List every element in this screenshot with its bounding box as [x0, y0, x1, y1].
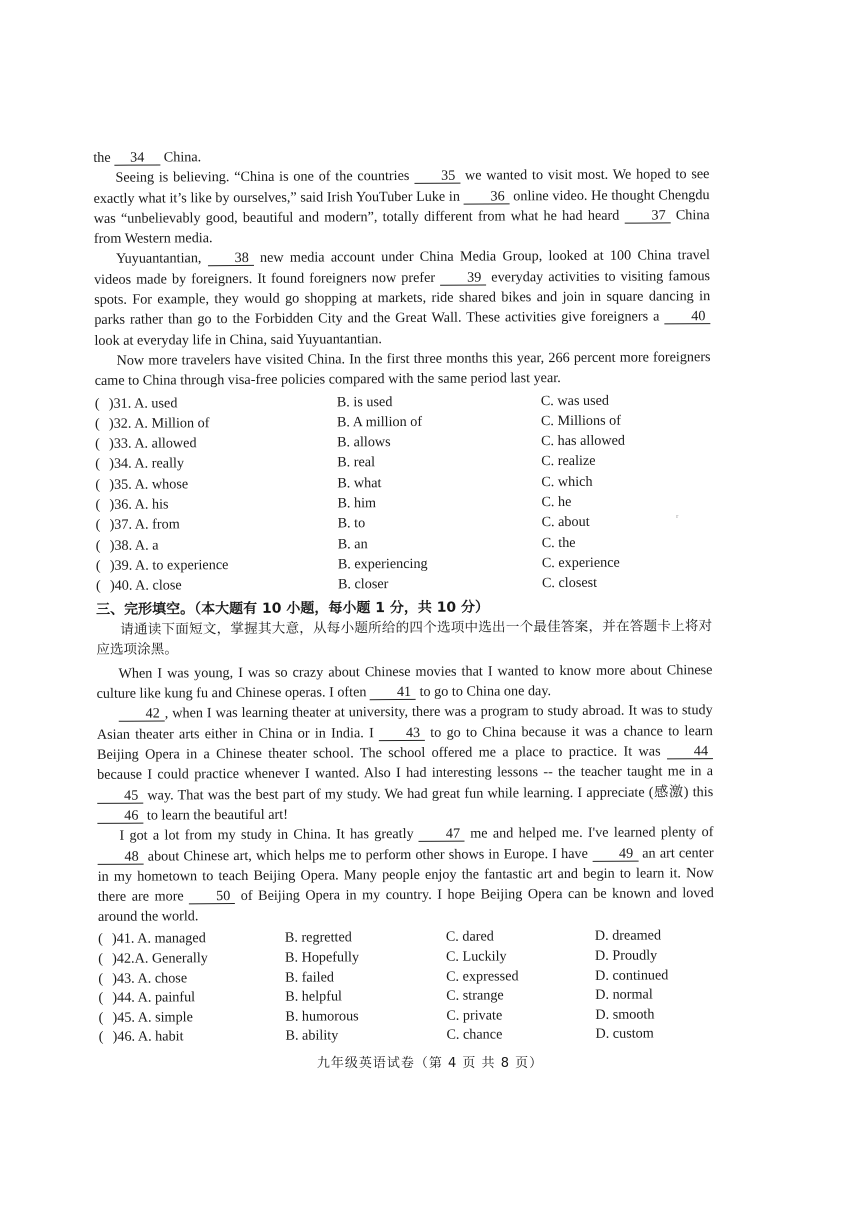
- option-b: B. is used: [336, 393, 393, 410]
- option-row-38: ( )38. A. a B. an C. the: [96, 532, 712, 556]
- answer-blank: 38: [208, 251, 254, 266]
- paragraph-text: of Beijing Opera in my country. I hope Beijing Opera can be known and loved around the world.: [97, 885, 714, 926]
- answer-blank: 44: [667, 744, 713, 759]
- option-c: C. expressed: [446, 967, 519, 985]
- passage1-paragraph-3: [94, 347, 710, 391]
- answer-blank: 49: [592, 846, 638, 861]
- option-d: D. smooth: [595, 1006, 655, 1023]
- option-c: C. about: [541, 514, 590, 531]
- paragraph-text: an art center in my hometown to teach Beijing Opera. Many people enjoy the fantastic art and begin to learn it. Now there are more: [97, 844, 714, 905]
- passage2-paragraph-2: [97, 701, 714, 827]
- paragraph-text: to go to China one day.: [415, 683, 552, 701]
- paragraph-text: new media account under China Media Group, looked at 100 China travel videos made by foreigners. It found foreigners now prefer: [94, 247, 710, 288]
- answer-blank: 36: [464, 189, 510, 204]
- line-end-text: China.: [163, 149, 202, 166]
- answer-blank: 37: [625, 208, 671, 223]
- option-row-40: ( )40. A. close B. closer C. closest: [96, 572, 712, 596]
- passage2-paragraph-3: [97, 822, 714, 927]
- paragraph-text: online video. He thought Chengdu was “unbelievably good, beautiful and modern”, totally different from what he had heard: [93, 186, 710, 227]
- line-start-text: the: [93, 149, 111, 166]
- option-d: D. custom: [595, 1025, 654, 1043]
- option-a: )32. A. Million of: [108, 415, 210, 432]
- paragraph-text: I got a lot from my study in China. It has greatly: [119, 826, 419, 844]
- option-d: D. dreamed: [594, 927, 662, 945]
- option-c: C. was used: [540, 392, 610, 409]
- answer-blank: 40: [664, 309, 710, 324]
- answer-blank: 48: [98, 849, 144, 864]
- paragraph-text: to go to China because it was a chance to learn Beijing Opera in a Chinese theater school. The school offered me a place to practice. It was: [96, 722, 713, 763]
- option-row-41: ( )41. A. managed B. regretted C. dared D. dreamed: [98, 926, 714, 949]
- answer-blank: 39: [440, 270, 486, 285]
- option-d: D. continued: [595, 966, 669, 984]
- paragraph-text: look at everyday life in China, said Yuyuantantian.: [94, 330, 382, 349]
- option-c: C. dared: [445, 928, 494, 946]
- option-b: B. helpful: [285, 988, 343, 1005]
- option-c: C. he: [541, 494, 572, 511]
- option-b: B. A million of: [336, 413, 423, 431]
- option-b: B. humorous: [285, 1008, 359, 1025]
- stray-mark: ʳ: [676, 512, 679, 524]
- answer-blank: 43: [379, 726, 425, 741]
- option-c: C. private: [446, 1007, 503, 1024]
- option-c: C. experience: [541, 554, 620, 572]
- paragraph-text: Seeing is believing. “China is one of the countries: [115, 168, 415, 187]
- option-b: B. to: [337, 515, 366, 532]
- section-instruction: 请通读下面短文，掌握其大意，从每小题所给的四个选项中选出一个最佳答案，并在答题卡上将对应选项涂黑。: [96, 617, 713, 659]
- option-a: )45. A. simple: [112, 1009, 193, 1026]
- paragraph-text: Now more travelers have visited China. In the first three months this year, 266 percent more foreigners came to China through visa-free policies compared with the same period last year.: [94, 349, 711, 390]
- options-41-46: [98, 926, 715, 1047]
- answer-blank: 46: [97, 809, 143, 824]
- option-d: D. Proudly: [594, 947, 658, 964]
- option-row-42: ( )42.A. Generally B. Hopefully C. Luckily D. Proudly: [98, 945, 714, 968]
- option-b: B. closer: [337, 576, 389, 593]
- passage1-paragraph-1: [93, 164, 709, 249]
- page-footer: 九年级英语试卷（第 4 页 共 8 页）: [316, 1056, 544, 1071]
- option-row-35: ( )35. A. whose B. what C. which: [95, 471, 711, 495]
- passage2-paragraph-1: [96, 660, 712, 704]
- paragraph-text: everyday activities to visiting famous spots. For example, they would go shopping at markets, ride shared bikes and join in square dancing in parks rather than go to the Forbidden City and the Great Wall. These activities give foreigners a: [94, 267, 711, 329]
- answer-blank: 34: [114, 150, 160, 165]
- paragraph-text: way. That was the best part of my study. We had great fun while learning. I appreciate (感激) this: [143, 783, 714, 804]
- paragraph-text: because I could practice whenever I wanted. Also I had interesting lessons -- the teacher taught me in a: [97, 763, 714, 784]
- option-a: )43. A. chose: [112, 969, 188, 987]
- option-a: )36. A. his: [109, 496, 169, 513]
- option-a: )41. A. managed: [111, 930, 206, 948]
- option-b: B. failed: [285, 968, 335, 986]
- answer-blank: 50: [189, 889, 235, 904]
- answer-blank: 45: [97, 788, 143, 803]
- paragraph-text: When I was young, I was so crazy about Chinese movies that I wanted to know more about Chinese culture like kung fu and Chinese operas. I often: [96, 661, 713, 703]
- option-c: C. which: [541, 473, 593, 490]
- paragraph-text: Yuyuantantian,: [115, 250, 208, 268]
- paragraph-text: about Chinese art, which helps me to perform other shows in Europe. I have: [143, 845, 593, 865]
- paragraph-text: we wanted to visit most. We hoped to see exactly what it’s like by ourselves,” said Irish YouTuber Luke in: [93, 166, 710, 207]
- option-a: )34. A. really: [109, 455, 185, 473]
- option-d: D. normal: [595, 986, 653, 1003]
- option-row-39: ( )39. A. to experience B. experiencing C. experience: [96, 552, 712, 576]
- option-c: C. chance: [446, 1026, 503, 1044]
- option-b: B. what: [337, 474, 382, 492]
- option-a: )31. A. used: [108, 394, 178, 412]
- option-c: C. realize: [541, 453, 596, 470]
- option-row-43: ( )43. A. chose B. failed C. expressed D. continued: [98, 965, 714, 988]
- option-row-33: ( )33. A. allowed B. allows C. has allowed: [95, 430, 711, 454]
- option-a: )40. A. close: [109, 577, 182, 595]
- option-row-34: ( )34. A. really B. real C. realize: [95, 451, 711, 475]
- option-row-45: ( )45. A. simple B. humorous C. private D. smooth: [99, 1004, 715, 1027]
- option-b: B. allows: [337, 434, 391, 451]
- option-c: C. Millions of: [540, 412, 621, 430]
- option-c: C. strange: [446, 987, 504, 1004]
- option-row-36: ( )36. A. his B. him C. he: [95, 491, 711, 515]
- option-b: B. Hopefully: [284, 949, 360, 966]
- option-c: C. Luckily: [445, 948, 507, 965]
- option-row-32: ( )32. A. Million of B. A million of C. Millions of: [95, 410, 711, 434]
- option-a: )37. A. from: [109, 516, 180, 534]
- exam-page: [93, 144, 714, 1047]
- paragraph-text: to learn the beautiful art!: [143, 806, 288, 824]
- option-c: C. the: [541, 534, 576, 551]
- option-row-31: ( )31. A. used B. is used C. was used: [95, 390, 711, 414]
- option-b: B. an: [337, 535, 368, 553]
- option-row-37: ( )37. A. from B. to C. about: [96, 511, 712, 535]
- section-heading: 三、完形填空。（本大题有 10 小题，每小题 1 分，共 10 分）: [96, 599, 490, 618]
- paragraph-text: me and helped me. I've learned plenty of: [464, 824, 714, 842]
- answer-blank: 35: [414, 169, 460, 184]
- option-b: B. real: [337, 454, 376, 471]
- option-b: B. regretted: [284, 929, 352, 947]
- option-a: )44. A. painful: [112, 989, 196, 1006]
- paragraph-text: , when I was learning theater at university, there was a program to study abroad. It was to study Asian theater arts either in China or in India. I: [96, 702, 713, 743]
- answer-blank: 42: [119, 707, 165, 722]
- option-c: C. closest: [541, 575, 598, 592]
- option-b: B. experiencing: [337, 555, 428, 573]
- option-b: B. him: [337, 495, 377, 512]
- option-a: )42.A. Generally: [112, 950, 208, 967]
- option-b: B. ability: [285, 1027, 339, 1045]
- option-c: C. has allowed: [541, 432, 626, 450]
- option-a: )33. A. allowed: [109, 435, 197, 452]
- option-row-46: ( )46. A. habit B. ability C. chance D. custom: [99, 1024, 715, 1047]
- option-a: )46. A. habit: [112, 1028, 184, 1046]
- option-a: )39. A. to experience: [109, 557, 229, 574]
- options-31-40: [95, 390, 712, 597]
- answer-blank: 41: [370, 685, 416, 700]
- answer-blank: 47: [419, 827, 465, 842]
- passage1-paragraph-2: [94, 246, 711, 351]
- option-a: )35. A. whose: [109, 476, 189, 493]
- option-row-44: ( )44. A. painful B. helpful C. strange D. normal: [98, 985, 714, 1008]
- paragraph-text: China from Western media.: [93, 207, 710, 248]
- option-a: )38. A. a: [109, 537, 159, 554]
